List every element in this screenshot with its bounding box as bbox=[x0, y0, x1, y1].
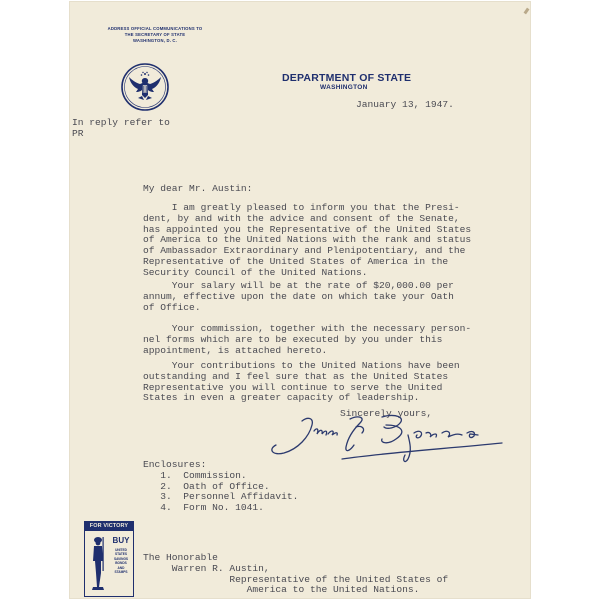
addressee-block: The Honorable Warren R. Austin, Representative of the United States of America to the United Nations. bbox=[143, 552, 449, 596]
stamp-line: UNITED bbox=[115, 548, 127, 552]
paper-mark bbox=[524, 8, 530, 15]
stamp-line: AND bbox=[117, 565, 125, 570]
stamp-banner: FOR VICTORY bbox=[85, 522, 133, 531]
body-paragraph: Your salary will be at the rate of $20,000.00 per annum, effective upon the date on which take your Oath of Office. bbox=[143, 280, 454, 313]
department-name: DEPARTMENT OF STATE bbox=[282, 72, 412, 84]
department-city: WASHINGTON bbox=[320, 84, 368, 91]
enclosures-list: Enclosures: 1. Commission. 2. Oath of Office. 3. Personnel Affidavit. 4. Form No. 1041. bbox=[143, 459, 299, 514]
stamp-line: STAMPS bbox=[114, 570, 128, 575]
closing: Sincerely yours, bbox=[340, 408, 433, 419]
stamp-line: SAVINGS bbox=[113, 556, 129, 561]
stamp-text bbox=[110, 548, 132, 574]
letter-date: January 13, 1947. bbox=[356, 99, 454, 110]
stamp-line: BONDS bbox=[115, 561, 127, 566]
body-paragraph: Your commission, together with the necessary person- nel forms which are to be executed by you under this appointment, is attached hereto. bbox=[143, 323, 472, 356]
letterhead-address-line: WASHINGTON, D. C. bbox=[132, 38, 178, 43]
salutation: My dear Mr. Austin: bbox=[143, 183, 253, 194]
body-paragraph: Your contributions to the United Nations have been outstanding and I feel sure that as the United States Representative you will continue to serve the United States in even a greater capacity of leadership. bbox=[143, 360, 460, 404]
great-seal-icon bbox=[120, 62, 170, 112]
handwritten-signature bbox=[262, 407, 512, 467]
minuteman-icon bbox=[87, 533, 109, 593]
letterhead-address bbox=[100, 26, 210, 44]
body-paragraph: I am greatly pleased to inform you that the Presi- dent, by and with the advice and consent of the Senate, has appointed you the Representative of the United States of America to the United Nations with the rank and status of Ambassador Extraordinary and Plenipotentiary, and the Representative of the United States of America in the Security Council of the United Nations. bbox=[143, 202, 472, 278]
war-bonds-stamp bbox=[84, 521, 134, 597]
letterhead-address-line: ADDRESS OFFICIAL COMMUNICATIONS TO bbox=[107, 26, 203, 31]
stamp-line: STATES bbox=[114, 552, 128, 557]
letter-sheet bbox=[70, 2, 530, 598]
letterhead-address-line: THE SECRETARY OF STATE bbox=[124, 32, 186, 37]
stamp-buy-label: BUY bbox=[112, 536, 130, 545]
reply-reference: In reply refer to PR bbox=[72, 117, 170, 139]
